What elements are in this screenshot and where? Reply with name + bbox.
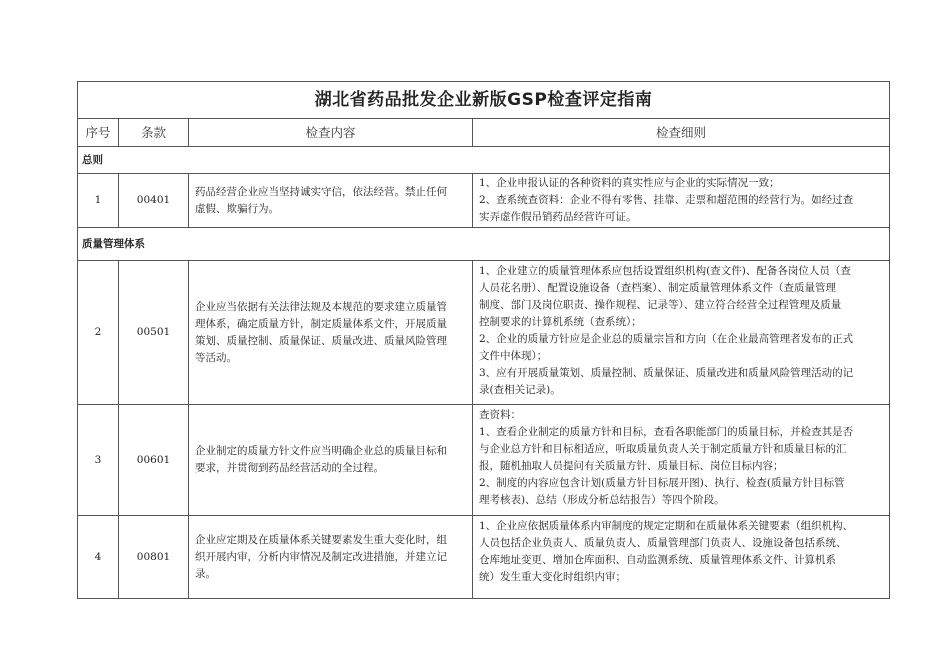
- content-line: 等活动。: [195, 351, 237, 364]
- detail-line: 2、制度的内容应包含计划(质量方针目标展开图)、执行、检查(质量方针目标管: [479, 477, 845, 489]
- row-content: [189, 261, 473, 405]
- content-line: 企业制定的质量方针文件应当明确企业总的质量目标和: [195, 445, 447, 457]
- detail-line: 2、查系统查资料：企业不得有零售、挂靠、走票和超范围的经营行为。如经过查: [479, 194, 854, 206]
- row-clause: 00401: [119, 174, 189, 228]
- table-row: [78, 516, 890, 599]
- row-detail: [473, 405, 890, 516]
- detail-line: 理考核表)、总结（形成分析总结报告）等四个阶段。: [479, 494, 725, 506]
- table-row: [78, 261, 890, 405]
- content-line: 要求，并贯彻到药品经营活动的全过程。: [195, 462, 384, 474]
- detail-line: 1、企业申报认证的各种资料的真实性应与企业的实际情况一致；: [479, 177, 780, 189]
- detail-line: 2、企业的质量方针应是企业总的质量宗旨和方向（在企业最高管理者发布的正式: [479, 333, 854, 345]
- row-clause: 00601: [119, 405, 189, 516]
- content-line: 织开展内审，分析内审情况及制定改进措施，并建立记: [195, 550, 447, 563]
- detail-line: 1、企业建立的质量管理体系应包括设置组织机构(查文件)、配备各岗位人员（查: [479, 265, 851, 277]
- row-detail: [473, 516, 890, 599]
- row-content: [189, 174, 473, 228]
- section-title: 总则: [78, 147, 890, 174]
- document-title: 湖北省药品批发企业新版GSP检查评定指南: [78, 82, 890, 119]
- row-content: [189, 405, 473, 516]
- section-row: [78, 147, 890, 174]
- detail-line: 控制要求的计算机系统（查系统）；: [479, 316, 642, 328]
- row-seq: 2: [78, 261, 119, 405]
- row-seq: 3: [78, 405, 119, 516]
- row-seq: 4: [78, 516, 119, 599]
- detail-line: 实弄虚作假吊销药品经营许可证。: [479, 211, 637, 223]
- detail-line: 1、查看企业制定的质量方针和目标，查看各职能部门的质量目标，并检查其是否: [479, 426, 854, 438]
- content-line: 策划、质量控制、质量保证、质量改进、质量风险管理: [195, 334, 447, 347]
- detail-line: 1、企业应依据质量体系内审制度的规定定期和在质量体系关键要素（组织机构、: [479, 520, 854, 532]
- header-clause: 条款: [119, 119, 189, 147]
- content-line: 药品经营企业应当坚持诚实守信，依法经营。禁止任何: [195, 185, 447, 198]
- row-clause: 00801: [119, 516, 189, 599]
- row-content: [189, 516, 473, 599]
- row-detail: [473, 174, 890, 228]
- row-clause: 00501: [119, 261, 189, 405]
- content-line: 企业应当依据有关法律法规及本规范的要求建立质量管: [195, 300, 447, 313]
- section-title: 质量管理体系: [78, 228, 890, 261]
- table-row: [78, 405, 890, 516]
- header-content: 检查内容: [189, 119, 473, 147]
- detail-line: 与企业总方针和目标相适应，听取质量负责人关于制定质量方针和质量目标的汇: [479, 443, 847, 455]
- table-row: [78, 174, 890, 228]
- row-detail: [473, 261, 890, 405]
- content-line: 录。: [195, 567, 216, 580]
- detail-line: 报，随机抽取人员提问有关质量方针、质量目标、岗位目标内容；: [479, 460, 784, 472]
- header-row: [78, 119, 890, 147]
- section-row: [78, 228, 890, 261]
- detail-line: 查资料：: [479, 409, 521, 421]
- detail-line: 制度、部门及岗位职责、操作规程、记录等）、建立符合经营全过程管理及质量: [479, 299, 842, 311]
- header-seq: 序号: [78, 119, 119, 147]
- content-line: 理体系，确定质量方针，制定质量体系文件，开展质量: [195, 317, 447, 330]
- detail-line: 录(查相关记录)。: [479, 384, 561, 396]
- row-seq: 1: [78, 174, 119, 228]
- gsp-inspection-table: [77, 81, 890, 599]
- detail-line: 仓库地址变更、增加仓库面积、自动监测系统、质量管理体系文件、计算机系: [479, 554, 836, 566]
- detail-line: 统）发生重大变化时组织内审；: [479, 571, 626, 583]
- detail-line: 人员包括企业负责人、质量负责人、质量管理部门负责人、设施设备包括系统、: [479, 537, 847, 549]
- content-line: 虚假、欺骗行为。: [195, 202, 279, 215]
- header-detail: 检查细则: [473, 119, 890, 147]
- detail-line: 人员花名册）、配置设施设备（查档案）、制定质量管理体系文件（查质量管理: [479, 282, 836, 294]
- content-line: 企业应定期及在质量体系关键要素发生重大变化时，组: [195, 533, 447, 546]
- detail-line: 文件中体现）；: [479, 350, 548, 362]
- detail-line: 3、应有开展质量策划、质量控制、质量保证、质量改进和质量风险管理活动的记: [479, 367, 854, 379]
